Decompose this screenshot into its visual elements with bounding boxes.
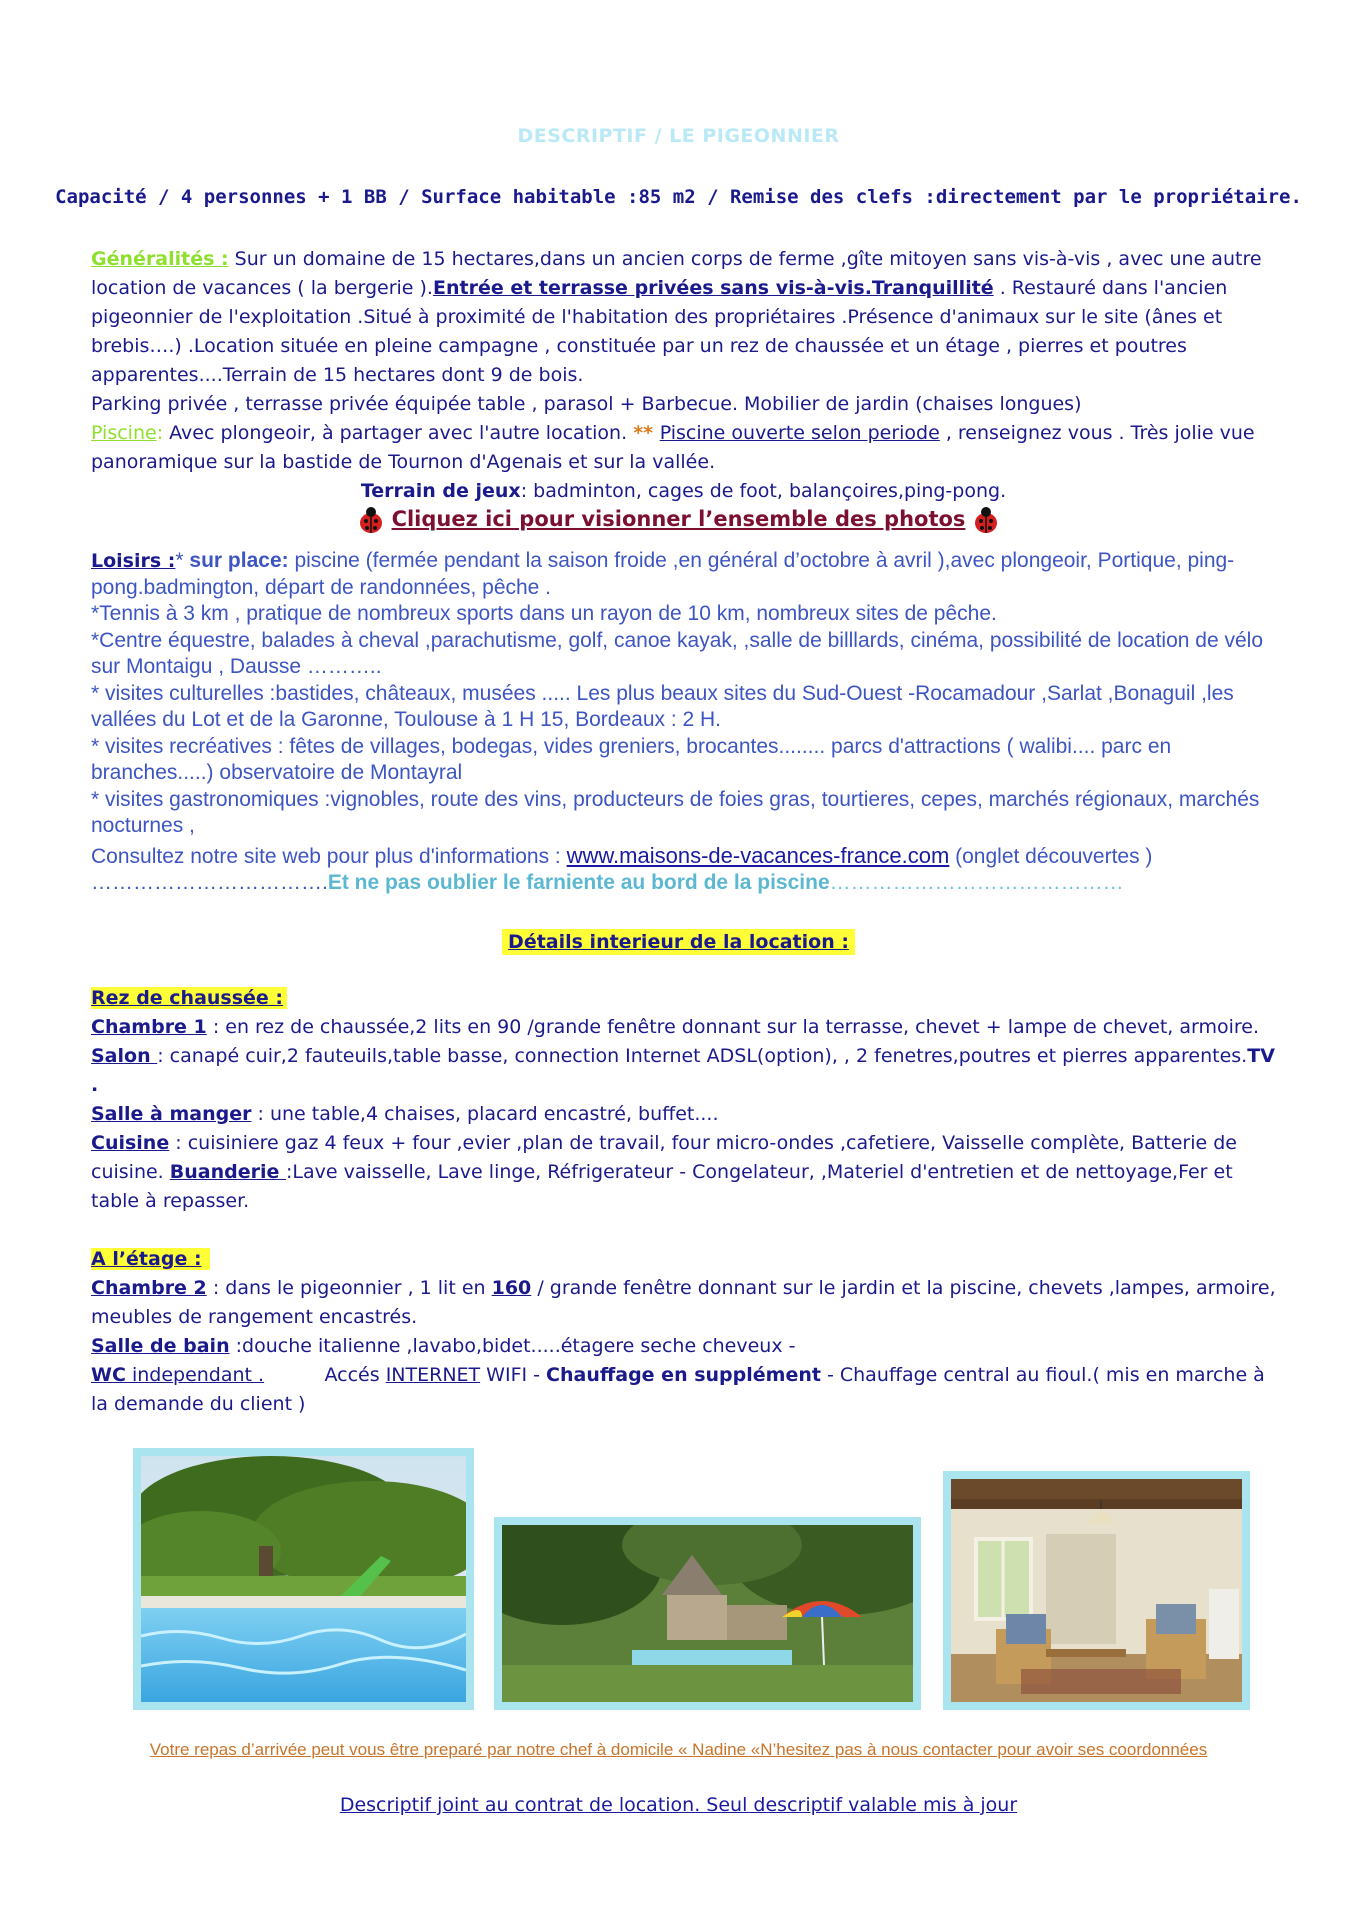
loisirs-sur-place: sur place: bbox=[189, 549, 289, 572]
generalites-text-2: . Restauré dans l'ancien pigeonnier de l'exploitation .Situé à proximité de l'habitation des propriétaires .Présence d'animaux sur le site (ânes et brebis….) .Location située en pleine campagne , constituée par un rez de chaussée et un étage , pierres et poutres apparentes....Terrain de 15 hectares dont 9 de bois. bbox=[91, 277, 1228, 386]
website-after: (onglet découvertes ) bbox=[949, 844, 1153, 868]
wc-text: independant . bbox=[125, 1364, 265, 1386]
generalites-section bbox=[91, 245, 1276, 506]
chauffage-label: Chauffage en supplément bbox=[546, 1364, 821, 1386]
cuisine-text: : cuisiniere gaz 4 feux + four ,evier ,plan de travail, four micro-ondes ,cafetiere, Vaisselle complète, Batterie de cuisine. bbox=[91, 1132, 1237, 1183]
loisirs-star: * bbox=[175, 549, 190, 572]
chambre1-text: : en rez de chaussée,2 lits en 90 /grande fenêtre donnant sur la terrasse, chevet + lampe de chevet, armoire. bbox=[206, 1016, 1259, 1038]
wc-label: WC bbox=[91, 1364, 126, 1386]
loisirs-line-5: * visites recréatives : fêtes de villages, bodegas, vides greniers, brocantes........ parcs d'attractions ( walibi.... parc en branches.....) observatoire de Montayral bbox=[91, 734, 1172, 784]
chambre2-line bbox=[91, 1274, 1276, 1332]
chauffage-text: - Chauffage central au fioul.( mis en marche à la demande du client ) bbox=[91, 1364, 1265, 1415]
rdc-title: Rez de chaussée : bbox=[91, 987, 287, 1009]
terrain-label: Terrain de jeux bbox=[360, 480, 521, 502]
acces-text: Accés bbox=[264, 1364, 386, 1386]
generalites-text-1: Sur un domaine de 15 hectares,dans un ancien corps de ferme ,gîte mitoyen sans vis-à-vis , avec une autre location de vacances ( la bergerie ). bbox=[91, 248, 1262, 299]
salle-a-manger-line bbox=[91, 1100, 1276, 1129]
wifi-text: WIFI - bbox=[480, 1364, 547, 1386]
chambre2-label: Chambre 2 bbox=[91, 1277, 207, 1299]
terrain-line bbox=[91, 477, 1276, 506]
ladybug-icon bbox=[356, 506, 386, 536]
etage-title: A l’étage : bbox=[91, 1248, 210, 1270]
garden-photo bbox=[494, 1517, 921, 1710]
salon-label: Salon bbox=[91, 1045, 158, 1067]
cuisine-line bbox=[91, 1129, 1276, 1216]
etage-section bbox=[91, 1245, 1276, 1419]
chambre2-bed-size: 160 bbox=[491, 1277, 532, 1299]
details-title: Détails interieur de la location : bbox=[502, 929, 855, 955]
salon-line bbox=[91, 1042, 1276, 1100]
piscine-text-2: , renseignez vous . Très jolie vue panoramique sur la bastide de Tournon d'Agenais et sur la vallée. bbox=[91, 422, 1255, 473]
rdc-section bbox=[91, 984, 1276, 1216]
dots-left: ……………………………. bbox=[91, 871, 328, 894]
salon-tv: TV . bbox=[91, 1045, 1275, 1096]
website-text: Consultez notre site web pour plus d'informations : bbox=[91, 844, 567, 868]
wc-line bbox=[91, 1361, 1276, 1419]
garden-image bbox=[502, 1525, 913, 1702]
generalites-label: Généralités : bbox=[91, 248, 229, 270]
parking-line: Parking privée , terrasse privée équipée table , parasol + Barbecue. Mobilier de jardin (chaises longues) bbox=[91, 393, 1082, 415]
descriptif-link[interactable]: Descriptif joint au contrat de location. Seul descriptif valable mis à jour bbox=[339, 1794, 1018, 1816]
living-room-image bbox=[951, 1479, 1242, 1702]
farniente-text: Et ne pas oublier le farniente au bord de la piscine bbox=[327, 871, 830, 894]
salon-text: : canapé cuir,2 fauteuils,table basse, connection Internet ADSL(option), , 2 fenetres,poutres et pierres apparentes. bbox=[157, 1045, 1248, 1067]
chambre1-line bbox=[91, 1013, 1276, 1042]
salle-a-manger-text: : une table,4 chaises, placard encastré, buffet.... bbox=[251, 1103, 719, 1125]
page-title: DESCRIPTIF / LE PIGEONNIER bbox=[517, 125, 840, 147]
piscine-opening: Piscine ouverte selon periode bbox=[659, 422, 940, 444]
loisirs-line-2: *Tennis à 3 km , pratique de nombreux sports dans un rayon de 10 km, nombreux sites de pêche. bbox=[91, 602, 997, 625]
details-title-row bbox=[0, 928, 1357, 957]
loisirs-label: Loisirs : bbox=[91, 550, 176, 572]
chef-note: Votre repas d’arrivée peut vous être preparé par notre chef à domicile « Nadine «N’hesitez pas à nous contacter pour avoir ses coordonnées bbox=[149, 1740, 1208, 1759]
pool-image bbox=[141, 1456, 466, 1702]
photos-link-row bbox=[0, 505, 1357, 536]
buanderie-label: Buanderie bbox=[169, 1161, 286, 1183]
chambre2-text-2: / grande fenêtre donnant sur le jardin et la piscine, chevets ,lampes, armoire, meubles de rangement encastrés. bbox=[91, 1277, 1276, 1328]
piscine-stars: ** bbox=[633, 422, 660, 444]
salle-de-bain-label: Salle de bain bbox=[91, 1335, 230, 1357]
cuisine-label: Cuisine bbox=[91, 1132, 170, 1154]
pool-photo bbox=[133, 1448, 474, 1710]
photos-link[interactable]: Cliquez ici pour visionner l’ensemble des photos bbox=[391, 507, 966, 531]
ladybug-icon bbox=[971, 506, 1001, 536]
buanderie-text: :Lave vaisselle, Lave linge, Réfrigerateur - Congelateur, ,Materiel d'entretien et de nettoyage,Fer et table à repasser. bbox=[91, 1161, 1233, 1212]
salle-a-manger-label: Salle à manger bbox=[91, 1103, 252, 1125]
chambre2-text-1: : dans le pigeonnier , 1 lit en bbox=[206, 1277, 492, 1299]
website-link[interactable]: www.maisons-de-vacances-france.com bbox=[566, 842, 950, 868]
farniente-line bbox=[91, 870, 1276, 897]
internet-text: INTERNET bbox=[385, 1364, 481, 1386]
rdc-title-row bbox=[91, 984, 1276, 1013]
piscine-colon: : bbox=[156, 422, 170, 444]
website-line bbox=[91, 843, 1276, 871]
piscine-label: Piscine bbox=[91, 422, 157, 444]
salle-de-bain-line bbox=[91, 1332, 1276, 1361]
loisirs-line-6: * visites gastronomiques :vignobles, route des vins, producteurs de foies gras, tourtieres, cepes, marchés régionaux, marchés nocturnes , bbox=[91, 787, 1260, 837]
chambre1-label: Chambre 1 bbox=[91, 1016, 207, 1038]
piscine-text-1: Avec plongeoir, à partager avec l'autre location. bbox=[169, 422, 634, 444]
loisirs-text-1: piscine (fermée pendant la saison froide ,en général d’octobre à avril ),avec plongeoir, Portique, ping-pong.badmington, départ de randonnées, pêche . bbox=[91, 549, 1235, 599]
salle-de-bain-text: :douche italienne ,lavabo,bidet.....étagere seche cheveux - bbox=[229, 1335, 796, 1357]
living-room-photo bbox=[943, 1471, 1250, 1710]
loisirs-line-4: * visites culturelles :bastides, châteaux, musées ..... Les plus beaux sites du Sud-Ouest -Rocamadour ,Sarlat ,Bonaguil ,les vallées du Lot et de la Garonne, Toulouse à 1 H 15, Bordeaux : 2 H. bbox=[91, 681, 1234, 731]
loisirs-line-1 bbox=[91, 548, 1276, 601]
loisirs-line-3: *Centre équestre, balades à cheval ,parachutisme, golf, canoe kayak, ,salle de billlards, cinéma, possibilité de location de vélo sur Montaigu , Dausse ……….. bbox=[91, 628, 1264, 678]
piscine-paragraph bbox=[91, 419, 1276, 477]
terrain-text: : badminton, cages de foot, balançoires,ping-pong. bbox=[520, 480, 1007, 502]
generalites-highlight: Entrée et terrasse privées sans vis-à-vis.Tranquillité bbox=[432, 277, 994, 299]
capacity-line: Capacité / 4 personnes + 1 BB / Surface habitable :85 m2 / Remise des clefs :directement par le propriétaire. bbox=[55, 186, 1302, 208]
dots-right: …………………………………… bbox=[829, 871, 1124, 894]
etage-title-row bbox=[91, 1245, 1276, 1274]
loisirs-section bbox=[91, 548, 1276, 897]
